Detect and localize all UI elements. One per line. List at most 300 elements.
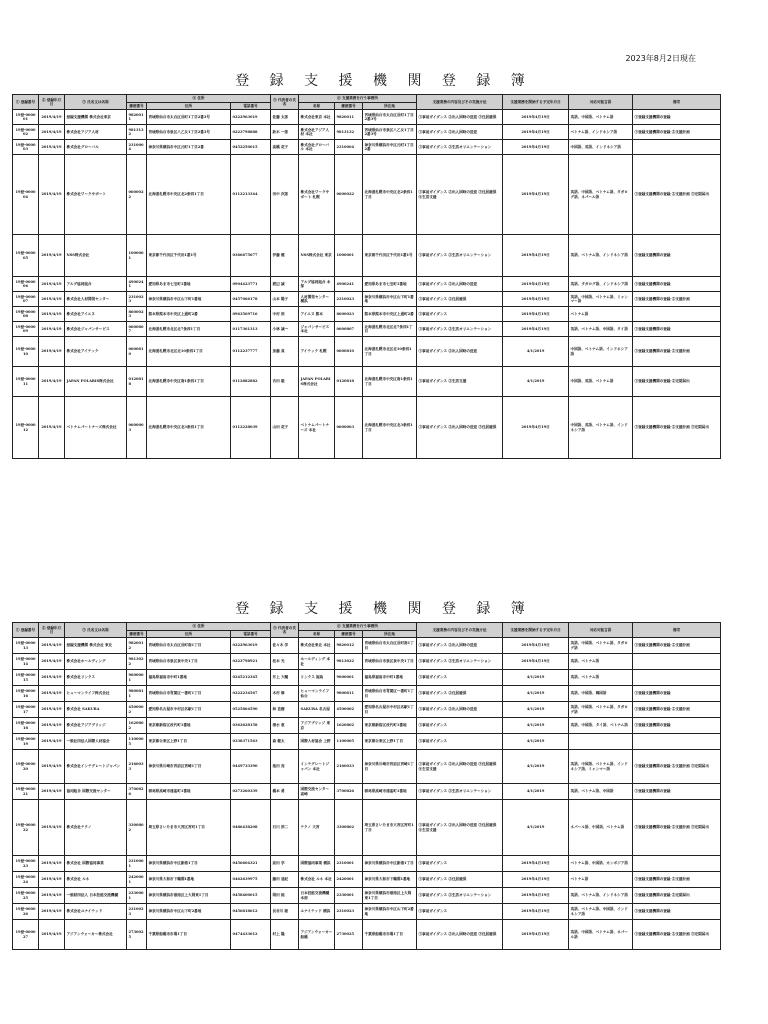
cell-notes: ①登録支援機関の登録 ②支援計画 ③定期届出: [633, 800, 721, 856]
col-rep: ⑤ 代表者の氏名: [271, 623, 299, 638]
cell-lang: 中国語、英語、ベトナム語: [569, 367, 633, 397]
as-of-date: 2023年8月2日現在: [625, 54, 696, 63]
cell-no: 19登-000009: [13, 322, 39, 337]
table-row: [13, 904, 721, 920]
cell-address: 愛知県あま市七宝町1番地: [147, 277, 231, 292]
cell-content: ①事前ガイダンス ②出入国時の送迎: [417, 337, 503, 367]
cell-opostal: 9600001: [335, 670, 363, 686]
cell-postal: 9600001: [127, 670, 147, 686]
cell-rep: 田中 次郎: [271, 155, 299, 235]
cell-no: 19登-000002: [13, 125, 39, 140]
cell-office: 株式会社アジア人材 本社: [299, 125, 335, 140]
cell-rep: 岡田 純: [271, 888, 299, 904]
cell-notes: ①登録支援機関の登録: [633, 718, 721, 734]
cell-content: ①事前ガイダンス ②出入国時の送迎 ③住居確保: [417, 110, 503, 125]
cell-phone: 0222963019: [231, 110, 271, 125]
registry-table-2: [12, 622, 721, 950]
cell-notes: ①登録支援機関の登録 ②支援計画 ③定期届出: [633, 155, 721, 235]
cell-rep: 吉田 聡: [271, 367, 299, 397]
cell-rep: 清水 恵: [271, 718, 299, 734]
table-row: [13, 155, 721, 235]
cell-lang: 中国語、英語、ベトナム語、インドネシア語: [569, 397, 633, 459]
cell-name: 協同組合 国際交流センター: [65, 784, 127, 800]
cell-no: 19登-000006: [13, 277, 39, 292]
cell-lang: 英語、中国語、タイ語、ベトナム語: [569, 718, 633, 734]
table-row: [13, 750, 721, 784]
table-row: [13, 125, 721, 140]
cell-notes: ①登録支援機関の登録: [633, 784, 721, 800]
cell-postal: 0600022: [127, 155, 147, 235]
cell-postal: 3300802: [127, 800, 147, 856]
cell-oaddr: 埼玉県さいたま市大宮区宮町1丁目: [363, 800, 417, 856]
cell-notes: ①登録支援機関の登録: [633, 686, 721, 702]
cell-name: JAPAN POLARIS株式会社: [65, 367, 127, 397]
cell-start: 4/1/2019: [503, 734, 569, 750]
col-languages: 対応可能言語: [569, 623, 633, 638]
col-office-name: 名称: [299, 630, 335, 638]
cell-office: アイテック 札幌: [299, 337, 335, 367]
cell-content: ①事前ガイダンス ②出入国時の送迎: [417, 638, 503, 654]
cell-postal: 2310023: [127, 292, 147, 307]
cell-office: NSS株式会社 東京: [299, 235, 335, 277]
cell-start: 2019年4月19日: [503, 110, 569, 125]
cell-date: 2019/4/19: [39, 904, 65, 920]
cell-notes: [633, 140, 721, 155]
cell-office: 人材開発センター 横浜: [299, 292, 335, 307]
cell-address: 神奈川県横浜市中区新港1丁目: [147, 856, 231, 872]
table-row: [13, 292, 721, 307]
col-start-date: 支援業務を開始する予定年月日: [503, 623, 569, 638]
cell-rep: 森 健太: [271, 734, 299, 750]
cell-oaddr: 熊本県熊本市中央区上通町2番: [363, 307, 417, 322]
cell-address: 北海道札幌市中央区北3条西1丁目: [147, 397, 231, 459]
cell-postal: 2310001: [127, 856, 147, 872]
cell-date: 2019/4/19: [39, 856, 65, 872]
cell-name: 株式会社グローバル: [65, 140, 127, 155]
cell-start: 4/1/2019: [503, 800, 569, 856]
table-row: [13, 784, 721, 800]
cell-rep: 橋本 勇: [271, 784, 299, 800]
cell-phone: 0117361313: [231, 322, 271, 337]
cell-content: ①事前ガイダンス ②出入国時の送迎 ③住居確保: [417, 397, 503, 459]
cell-address: 神奈川県横浜市中区山下町2番地: [147, 904, 231, 920]
cell-lang: 英語、ベトナム語: [569, 670, 633, 686]
cell-phone: 0458400015: [231, 888, 271, 904]
cell-oaddr: 愛知県名古屋市中村区名駅1丁目: [363, 702, 417, 718]
cell-lang: ベトナム語: [569, 307, 633, 322]
cell-address: 北海道札幌市北区北10条西1丁目: [147, 337, 231, 367]
cell-date: 2019/4/19: [39, 367, 65, 397]
cell-postal: 9813022: [127, 654, 147, 670]
cell-address: 北海道札幌市中央区北2条西1丁目: [147, 155, 231, 235]
cell-phone: 0474433612: [231, 920, 271, 950]
cell-office: ベトナムパートナーズ 本社: [299, 397, 335, 459]
cell-no: 19登-000023: [13, 856, 39, 872]
cell-rep: 山田 花子: [271, 397, 299, 459]
cell-opostal: 2330001: [335, 888, 363, 904]
cell-no: 19登-000004: [13, 155, 39, 235]
cell-date: 2019/4/19: [39, 638, 65, 654]
cell-oaddr: 千葉県船橋市市場1丁目: [363, 920, 417, 950]
cell-rep: 村上 隆: [271, 920, 299, 950]
cell-name: 一般社団法人国際人材協会: [65, 734, 127, 750]
cell-no: 19登-000015: [13, 670, 39, 686]
cell-phone: 0112882882: [231, 367, 271, 397]
cell-lang: ベトナム語: [569, 872, 633, 888]
cell-rep: 長谷川 聡: [271, 904, 299, 920]
cell-start: 4/1/2019: [503, 718, 569, 734]
cell-phone: 0112213344: [231, 155, 271, 235]
col-address: 住所: [147, 630, 231, 638]
cell-no: 19登-000018: [13, 718, 39, 734]
cell-address: 神奈川県横浜市中区山下町1番地: [147, 292, 231, 307]
cell-no: 19登-000026: [13, 904, 39, 920]
table-row: [13, 110, 721, 125]
cell-opostal: 1100005: [335, 734, 363, 750]
cell-office: 国際人材協会 上野: [299, 734, 335, 750]
cell-no: 19登-000021: [13, 784, 39, 800]
cell-office: 株式会社グローバル 本社: [299, 140, 335, 155]
cell-rep: 加藤 真: [271, 337, 299, 367]
cell-no: 19登-000003: [13, 140, 39, 155]
cell-lang: ベトナム語、中国語、カンボジア語: [569, 856, 633, 872]
cell-no: 19登-000016: [13, 686, 39, 702]
cell-opostal: 4900241: [335, 277, 363, 292]
col-phone: 電話番号: [231, 102, 271, 110]
cell-no: 19登-000020: [13, 750, 39, 784]
cell-phone: 0525864590: [231, 702, 271, 718]
col-lang-support: 支援業務の内容及びその実施方法: [417, 623, 503, 638]
cell-content: ①事前ガイダンス ②出入国時の送迎 ③住居確保 ④生活支援: [417, 800, 503, 856]
cell-date: 2019/4/19: [39, 277, 65, 292]
cell-phone: 0112237777: [231, 337, 271, 367]
cell-phone: 0963569716: [231, 307, 271, 322]
cell-opostal: 0600003: [335, 397, 363, 459]
cell-date: 2019/4/19: [39, 800, 65, 856]
cell-date: 2019/4/19: [39, 734, 65, 750]
cell-address: 福島県福島市中町1番地: [147, 670, 231, 686]
cell-postal: 4900241: [127, 277, 147, 292]
cell-phone: 0456604321: [231, 856, 271, 872]
cell-no: 19登-000014: [13, 654, 39, 670]
cell-notes: ①登録支援機関の登録: [633, 322, 721, 337]
cell-lang: 英語、ベトナム語、中国語、インドネシア語: [569, 904, 633, 920]
cell-content: ①事前ガイダンス: [417, 734, 503, 750]
cell-address: 群馬県高崎市連雀町1番地: [147, 784, 231, 800]
cell-content: ①事前ガイダンス ②出入国時の送迎: [417, 125, 503, 140]
table-row: [13, 856, 721, 872]
col-lang-support: 支援業務の内容及びその実施方法: [417, 95, 503, 110]
cell-name: 株式会社 SAKURA: [65, 702, 127, 718]
col-address-group: ④ 住所: [127, 623, 271, 631]
cell-oaddr: 福島県福島市中町1番地: [363, 670, 417, 686]
cell-lang: ネパール語、中国語、ベトナム語: [569, 800, 633, 856]
cell-opostal: 0120818: [335, 367, 363, 397]
cell-lang: 英語、中国語、韓国語: [569, 686, 633, 702]
cell-postal: 4500002: [127, 702, 147, 718]
cell-rep: 井上 大輔: [271, 670, 299, 686]
col-languages: 対応可能言語: [569, 95, 633, 110]
cell-phone: 0222963019: [231, 638, 271, 654]
cell-office: 株式会社東京 本社: [299, 110, 335, 125]
cell-opostal: 2310023: [335, 904, 363, 920]
col-office-postal: 郵便番号: [335, 630, 363, 638]
cell-opostal: 0600807: [335, 322, 363, 337]
cell-rep: 松本 光: [271, 654, 299, 670]
cell-content: ①事前ガイダンス ②生活オリエンテーション: [417, 140, 503, 155]
table-row: [13, 888, 721, 904]
cell-opostal: 2420001: [335, 872, 363, 888]
cell-lang: 英語、タガログ語、インドネシア語: [569, 277, 633, 292]
cell-office: 国際交流センター 高崎: [299, 784, 335, 800]
cell-date: 2019/4/19: [39, 292, 65, 307]
cell-office: アイエヌ 熊本: [299, 307, 335, 322]
cell-content: ①事前ガイダンス ②生活オリエンテーション: [417, 235, 503, 277]
cell-no: 19登-000017: [13, 702, 39, 718]
cell-date: 2019/4/19: [39, 110, 65, 125]
cell-no: 19登-000005: [13, 235, 39, 277]
cell-name: 株式会社ユナイテッド: [65, 904, 127, 920]
cell-date: 2019/4/19: [39, 888, 65, 904]
cell-opostal: 9800811: [335, 686, 363, 702]
cell-postal: 9820012: [127, 638, 147, 654]
cell-notes: [633, 670, 721, 686]
cell-phone: 0457066178: [231, 292, 271, 307]
cell-postal: 1620802: [127, 718, 147, 734]
cell-oaddr: 北海道札幌市中央区北2条西1丁目: [363, 155, 417, 235]
cell-content: ①事前ガイダンス ②住居確保: [417, 292, 503, 307]
cell-content: ①事前ガイダンス ②生活オリエンテーション: [417, 654, 503, 670]
col-office-group: ⑥ 支援業務を行う事務所: [299, 623, 417, 631]
cell-start: 2019年4月19日: [503, 888, 569, 904]
cell-phone: 0222234567: [231, 686, 271, 702]
cell-content: ①事前ガイダンス ②生活支援: [417, 367, 503, 397]
cell-lang: 英語、ベトナム語、インドネシア語: [569, 235, 633, 277]
cell-office: アジアンウォーカー 船橋: [299, 920, 335, 950]
cell-lang: 英語、ベトナム語、中国語、タイ語: [569, 322, 633, 337]
cell-no: 19登-000022: [13, 800, 39, 856]
cell-content: ①事前ガイダンス: [417, 307, 503, 322]
col-reg-no: ① 登録番号: [13, 623, 39, 638]
cell-content: ①事前ガイダンス ②出入国時の送迎 ③住居確保 ④生活支援: [417, 750, 503, 784]
cell-address: 愛知県名古屋市中村区名駅1丁目: [147, 702, 231, 718]
cell-office: 日本技能交流機構 本部: [299, 888, 335, 904]
cell-office: ヒューマンライフ 仙台: [299, 686, 335, 702]
cell-opostal: 0600022: [335, 155, 363, 235]
cell-office: SAKURA 名古屋: [299, 702, 335, 718]
cell-lang: 英語、中国語、ベトナム語、タガログ語: [569, 702, 633, 718]
cell-postal: 2730025: [127, 920, 147, 950]
cell-postal: 1100005: [127, 734, 147, 750]
table-row: [13, 800, 721, 856]
cell-phone: 0452250015: [231, 140, 271, 155]
cell-oaddr: 東京都台東区上野1丁目: [363, 734, 417, 750]
cell-oaddr: 神奈川県横浜市中区山下町2番地: [363, 904, 417, 920]
cell-rep: 林 直樹: [271, 702, 299, 718]
cell-start: 2019年4月19日: [503, 654, 569, 670]
cell-address: 宮城県仙台市太白区長町1丁目2番3号: [147, 110, 231, 125]
cell-start: 2019年4月19日: [503, 125, 569, 140]
registry-table-1: [12, 94, 721, 459]
cell-notes: ①登録支援機関の登録: [633, 110, 721, 125]
cell-no: 19登-000008: [13, 307, 39, 322]
cell-name: 株式会社ホールディング: [65, 654, 127, 670]
cell-oaddr: 北海道札幌市中央区北3条西1丁目: [363, 397, 417, 459]
cell-start: 4/1/2019: [503, 750, 569, 784]
cell-start: 4/1/2019: [503, 686, 569, 702]
cell-address: 宮城県仙台市泉区八乙女1丁目2番3号: [147, 125, 231, 140]
col-office-address: 所在地: [363, 630, 417, 638]
cell-address: 神奈川県川崎市宮前区宮崎1丁目: [147, 750, 231, 784]
cell-content: ①事前ガイダンス: [417, 670, 503, 686]
cell-rep: 木村 修: [271, 686, 299, 702]
cell-postal: 1000001: [127, 235, 147, 277]
cell-no: 19登-000027: [13, 920, 39, 950]
cell-postal: 2160033: [127, 750, 147, 784]
cell-address: 神奈川県横浜市中区元町1丁目2番: [147, 140, 231, 155]
cell-notes: ①登録支援機関の登録 ②定期届出: [633, 888, 721, 904]
cell-oaddr: 群馬県高崎市連雀町1番地: [363, 784, 417, 800]
cell-oaddr: 北海道札幌市中央区南1条西1丁目: [363, 367, 417, 397]
cell-opostal: 1620802: [335, 718, 363, 734]
cell-office: アジアブリッジ 東京: [299, 718, 335, 734]
cell-opostal: 9820012: [335, 638, 363, 654]
cell-postal: 9813132: [127, 125, 147, 140]
cell-content: ①事前ガイダンス: [417, 904, 503, 920]
cell-oaddr: 神奈川県横浜市港南区上大岡東1丁目: [363, 888, 417, 904]
table-row: [13, 235, 721, 277]
cell-date: 2019/4/19: [39, 322, 65, 337]
cell-name: 登録支援機関 株式会社東京: [65, 110, 127, 125]
col-office-postal: 郵便番号: [335, 102, 363, 110]
table-row: [13, 654, 721, 670]
cell-notes: ①登録支援機関の登録 ②支援計画 ③定期届出: [633, 750, 721, 784]
cell-start: 2019年4月19日: [503, 277, 569, 292]
cell-name: 株式会社 ルネ: [65, 872, 127, 888]
cell-office: リンクス 福島: [299, 670, 335, 686]
cell-lang: 英語、中国語、ベトナム語、タガログ語: [569, 638, 633, 654]
cell-opostal: 2310004: [335, 140, 363, 155]
cell-oaddr: 北海道札幌市北区北10条西1丁目: [363, 337, 417, 367]
table-row: [13, 920, 721, 950]
cell-date: 2019/4/19: [39, 307, 65, 322]
cell-postal: 2330001: [127, 888, 147, 904]
cell-start: 2019年4月19日: [503, 155, 569, 235]
cell-start: 2019年4月19日: [503, 322, 569, 337]
cell-address: 北海道札幌市北区北7条西1丁目: [147, 322, 231, 337]
col-office-name: 名称: [299, 102, 335, 110]
cell-postal: 0600807: [127, 322, 147, 337]
cell-address: 神奈川県大和市下鶴間1番地: [147, 872, 231, 888]
cell-phone: 0273260339: [231, 784, 271, 800]
cell-rep: 佐藤 太郎: [271, 110, 299, 125]
cell-date: 2019/4/19: [39, 718, 65, 734]
cell-name: 株式会社アジアブリッジ: [65, 718, 127, 734]
cell-phone: 0449733390: [231, 750, 271, 784]
cell-notes: [633, 856, 721, 872]
col-rep: ⑤ 代表者の氏名: [271, 95, 299, 110]
cell-name: 株式会社アイエヌ: [65, 307, 127, 322]
cell-name: 株式会社ワークサポート: [65, 155, 127, 235]
col-name: ③ 氏名又は名称: [65, 95, 127, 110]
cell-lang: 中国語、ベトナム語、インドネシア語: [569, 337, 633, 367]
col-postal: 郵便番号: [127, 630, 147, 638]
cell-phone: 0223798921: [231, 654, 271, 670]
cell-notes: ①登録支援機関の登録: [633, 277, 721, 292]
cell-phone: 0486438208: [231, 800, 271, 856]
cell-content: ①事前ガイダンス ②出入国時の送迎: [417, 277, 503, 292]
cell-content: ①事前ガイダンス ②生活オリエンテーション: [417, 322, 503, 337]
cell-oaddr: 神奈川県川崎市宮前区宮崎1丁目: [363, 750, 417, 784]
cell-phone: 0456818612: [231, 904, 271, 920]
cell-rep: 山本 陽子: [271, 292, 299, 307]
cell-date: 2019/4/19: [39, 235, 65, 277]
cell-start: 4/1/2019: [503, 784, 569, 800]
cell-notes: ①登録支援機関の登録 ②支援計画: [633, 702, 721, 718]
cell-opostal: 9813132: [335, 125, 363, 140]
page-title-1: 登 録 支 援 機 関 登 録 簿: [235, 73, 533, 89]
cell-address: 神奈川県横浜市港南区上大岡東1丁目: [147, 888, 231, 904]
cell-rep: 高橋 花子: [271, 140, 299, 155]
cell-rep: 佐々木 学: [271, 638, 299, 654]
cell-no: 19登-000010: [13, 337, 39, 367]
cell-opostal: 3700826: [335, 784, 363, 800]
cell-content: ①事前ガイダンス ②出入国時の送迎 ③住居確保 ④生活支援: [417, 155, 503, 235]
table-row: [13, 670, 721, 686]
col-notes: 備考: [633, 95, 721, 110]
cell-start: 2019年4月19日: [503, 140, 569, 155]
cell-name: アルプ協同組合: [65, 277, 127, 292]
page-title-2: 登 録 支 援 機 関 登 録 簿: [235, 601, 533, 617]
cell-notes: ①登録支援機関の登録 ②支援計画 ③定期届出: [633, 397, 721, 459]
cell-content: ①事前ガイダンス ②出入国時の送迎 ③住居確保: [417, 920, 503, 950]
cell-notes: ①登録支援機関の登録 ②支援計画 ③定期届出: [633, 920, 721, 950]
cell-notes: ①登録支援機関の登録: [633, 904, 721, 920]
cell-name: 株式会社インテグレートジャパン: [65, 750, 127, 784]
cell-date: 2019/4/19: [39, 125, 65, 140]
cell-date: 2019/4/19: [39, 654, 65, 670]
cell-phone: 0462639975: [231, 872, 271, 888]
cell-opostal: 0600810: [335, 337, 363, 367]
cell-office: 株式会社東北 本社: [299, 638, 335, 654]
cell-address: 千葉県船橋市市場1丁目: [147, 920, 231, 950]
cell-oaddr: 東京都千代田区千代田1番1号: [363, 235, 417, 277]
cell-lang: 英語、ベトナム語、中国語: [569, 784, 633, 800]
cell-office: ユナイテッド 横浜: [299, 904, 335, 920]
col-reg-no: ① 登録番号: [13, 95, 39, 110]
cell-address: 宮城県仙台市太白区長町南1丁目: [147, 638, 231, 654]
cell-start: 2019年4月19日: [503, 307, 569, 322]
cell-start: 2019年4月19日: [503, 904, 569, 920]
cell-rep: 伊藤 健: [271, 235, 299, 277]
cell-rep: 鈴木 一郎: [271, 125, 299, 140]
cell-office: インテグレートジャパン 本社: [299, 750, 335, 784]
cell-start: 2019年4月19日: [503, 235, 569, 277]
cell-opostal: 1000001: [335, 235, 363, 277]
cell-postal: 0120818: [127, 367, 147, 397]
col-phone: 電話番号: [231, 630, 271, 638]
cell-start: 4/1/2019: [503, 337, 569, 367]
table-row: [13, 686, 721, 702]
cell-address: 東京都千代田区千代田1番1号: [147, 235, 231, 277]
table-row: [13, 367, 721, 397]
cell-opostal: 9820011: [335, 110, 363, 125]
cell-lang: [569, 734, 633, 750]
cell-date: 2019/4/19: [39, 155, 65, 235]
cell-office: ジャパンサービス 本社: [299, 322, 335, 337]
cell-oaddr: 神奈川県横浜市中区元町1丁目2番: [363, 140, 417, 155]
cell-date: 2019/4/19: [39, 140, 65, 155]
